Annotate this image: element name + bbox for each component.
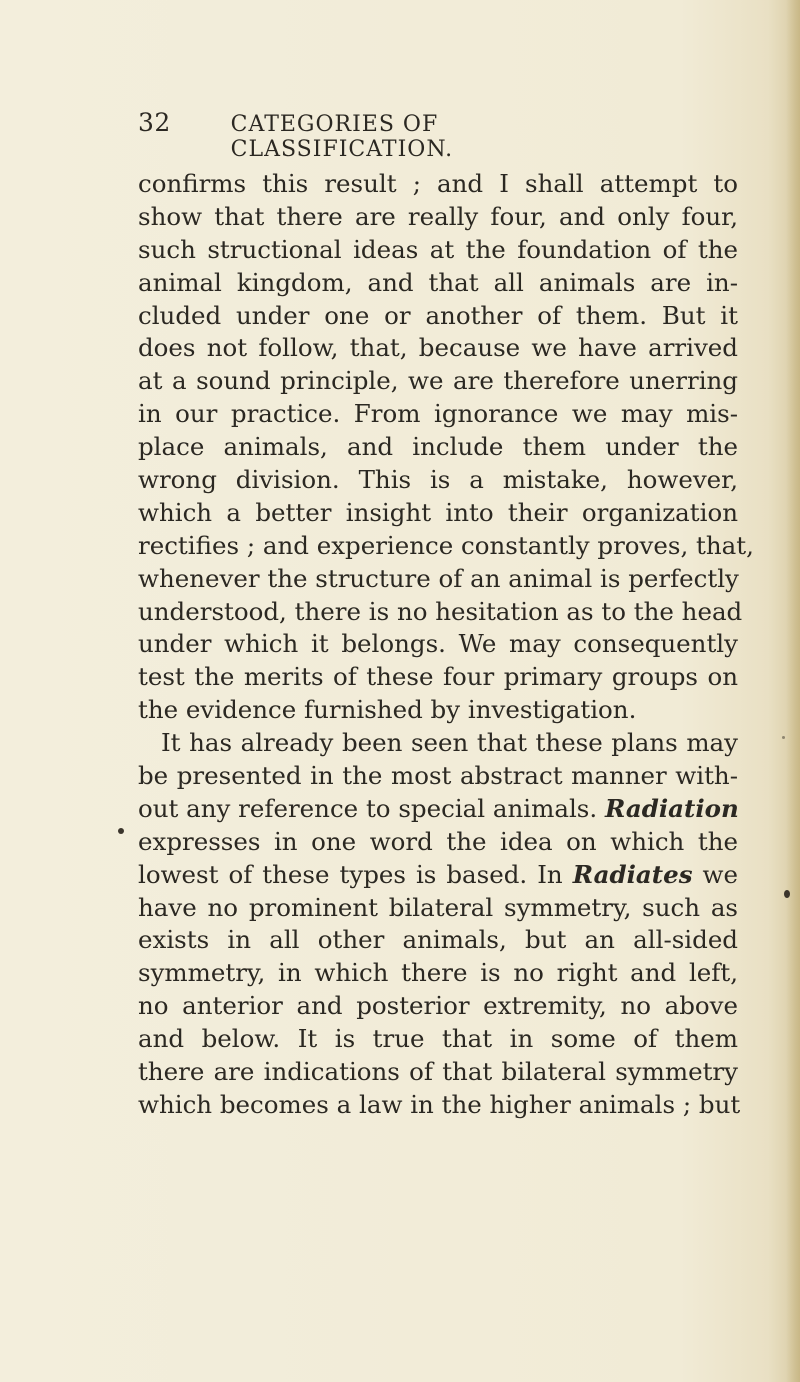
text-line: such structional ideas at the foundation of the [138, 234, 738, 264]
body-text [138, 168, 754, 1122]
text-line: and below. It is true that in some of them [138, 1024, 738, 1054]
page-gutter-shadow [786, 0, 800, 1382]
ink-speck [782, 736, 785, 739]
text-line: exists in all other animals, but an all-sided [138, 925, 738, 955]
text-line: wrong division. This is a mistake, however, [138, 465, 738, 495]
text-line: at a sound principle, we are therefore unerring [138, 366, 738, 396]
text-line: understood, there is no hesitation as to the head [138, 596, 743, 626]
text-line: rectifies ; and experience constantly proves, that, [138, 530, 754, 560]
text-line: does not follow, that, because we have arrived [138, 333, 738, 363]
text-line: test the merits of these four primary groups on [138, 662, 738, 692]
text-line: symmetry, in which there is no right and left, [138, 958, 738, 988]
text-line: no anterior and posterior extremity, no above [138, 991, 738, 1021]
term-radiation: Radiation [604, 793, 739, 823]
text-line: be presented in the most abstract manner with- [138, 761, 738, 791]
ink-speck [118, 828, 124, 834]
text-segment: we [702, 859, 738, 889]
text-segment: out any reference to special animals. [138, 793, 598, 823]
text-line: place animals, and include them under the [138, 432, 738, 462]
text-line-paragraph-start: It has already been seen that these plans may [161, 728, 738, 758]
running-title: CATEGORIES OF CLASSIFICATION. [230, 112, 454, 162]
running-head [138, 108, 658, 162]
text-line: confirms this result ; and I shall attempt to [138, 169, 738, 198]
text-line: show that there are really four, and only four, [138, 201, 738, 231]
text-line-with-term [138, 793, 738, 826]
text-line: have no prominent bilateral symmetry, such as [138, 892, 738, 922]
ink-speck [784, 890, 790, 898]
text-line: expresses in one word the idea on which the [138, 826, 738, 856]
text-line: which a better insight into their organization [138, 497, 738, 527]
text-line: under which it belongs. We may consequently [138, 629, 738, 659]
text-line: cluded under one or another of them. But it [138, 300, 738, 330]
page-number: 32 [138, 108, 171, 137]
text-line: which becomes a law in the higher animals ; but [138, 1089, 741, 1119]
text-line: animal kingdom, and that all animals are in- [138, 267, 738, 297]
text-line-with-term [138, 859, 738, 892]
term-radiates: Radiates [572, 859, 693, 889]
text-segment: lowest of these types is based. In [138, 859, 563, 889]
text-line: whenever the structure of an animal is perfectly [138, 563, 739, 593]
text-line-paragraph-end: the evidence furnished by investigation. [138, 695, 637, 725]
text-line: in our practice. From ignorance we may mis- [138, 399, 738, 429]
text-line: there are indications of that bilateral symmetry [138, 1057, 738, 1087]
